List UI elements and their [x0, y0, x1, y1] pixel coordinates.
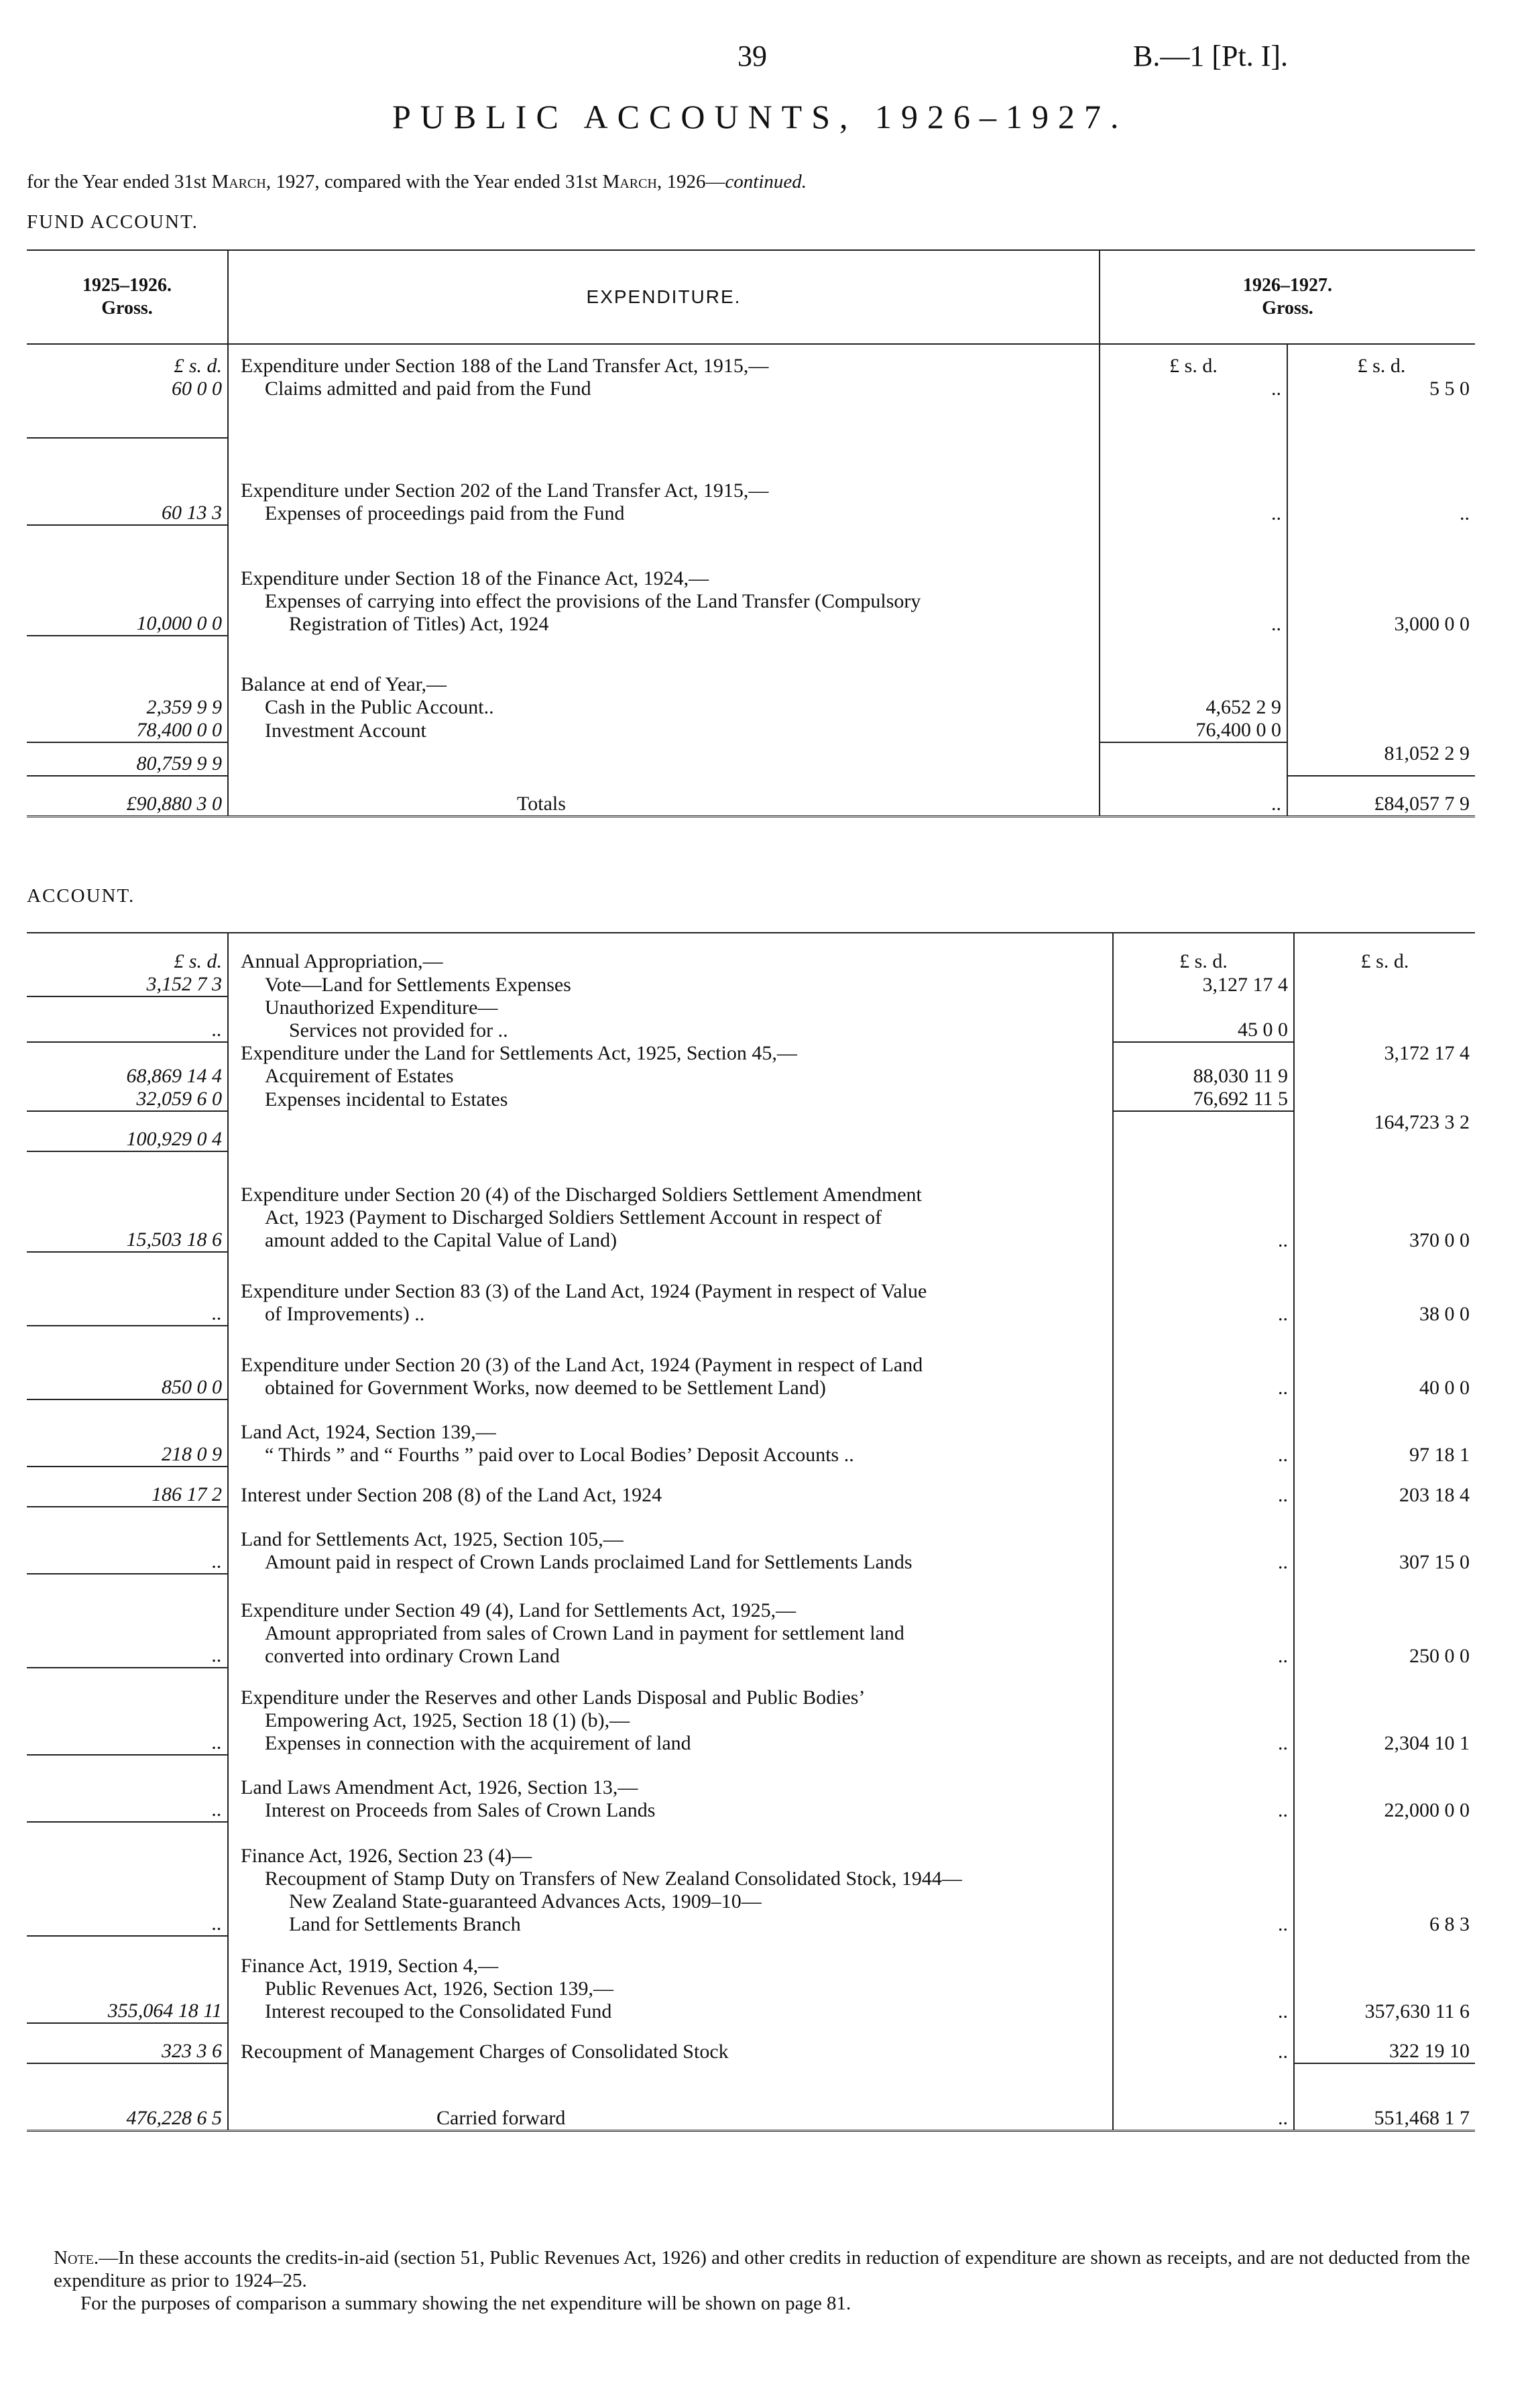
acct-row-6-a2: 250 0 0: [1409, 1645, 1470, 1667]
balance-sub-prev: 80,759 9 9: [27, 742, 228, 776]
acct-row-6-line-0: Expenditure under Section 49 (4), Land for Settlements Act, 1925,—: [241, 1599, 796, 1621]
acct-row-5-line-0: Land for Settlements Act, 1925, Section 105,—: [241, 1528, 624, 1550]
acct-row-10-prev: 355,064 18 11: [27, 1936, 228, 2023]
acct-row-1-a1: ..: [1113, 1252, 1294, 1326]
acct-row-7-line-0: Expenditure under the Reserves and other Lands Disposal and Public Bodies’: [241, 1686, 866, 1709]
acct-row-5-prev: ..: [27, 1507, 228, 1574]
carried-a1: ..: [1113, 2063, 1294, 2130]
acct-row-2-a1: ..: [1113, 1326, 1294, 1399]
acct-row-7-a1: ..: [1113, 1668, 1294, 1755]
fund-row-1-a2: ..: [1460, 502, 1470, 524]
fund-row-0-line2: Claims admitted and paid from the Fund: [265, 378, 591, 400]
note-text-2: For the purposes of comparison a summary showing the net expenditure will be shown on page 81.: [80, 2293, 851, 2314]
balance-cash-prev: 2,359 9 9: [27, 636, 228, 719]
acct-row-5-line-1: Amount paid in respect of Crown Lands proclaimed Land for Settlements Lands: [265, 1551, 912, 1573]
subtitle-pre: for the Year ended 31st: [27, 171, 212, 192]
acct-row-11-a1: ..: [1113, 2023, 1294, 2063]
acct-row-0-line-1: Act, 1923 (Payment to Discharged Soldiers Settlement Account in respect of: [265, 1206, 882, 1228]
unauth-label: Unauthorized Expenditure—: [265, 996, 498, 1019]
carried-prev: 476,228 6 5: [27, 2063, 228, 2130]
acct-row-7-line-2: Expenses in connection with the acquirement of land: [265, 1732, 691, 1754]
fund-row-1-line1: Expenditure under Section 202 of the Land Transfer Act, 1915,—: [241, 479, 769, 502]
services-a1: 45 0 0: [1113, 996, 1294, 1042]
fund-totals-a2: £84,057 7 9: [1287, 776, 1475, 816]
lfs45-sub-a2: 164,723 3 2: [1374, 1111, 1470, 1133]
page-title: PUBLIC ACCOUNTS, 1926–1927.: [392, 98, 1128, 135]
acct-row-3-line-0: Land Act, 1924, Section 139,—: [241, 1421, 496, 1443]
fund-row-2-a1: ..: [1100, 525, 1287, 636]
acct-unit-a1: £ s. d.: [1113, 933, 1294, 973]
fund-row-1-a1: ..: [1100, 438, 1287, 525]
col-header-current: [1100, 250, 1475, 344]
services-prev: ..: [27, 996, 228, 1042]
carried-label: Carried forward: [436, 2106, 566, 2129]
acct-row-6-desc: [228, 1574, 1113, 1668]
footnote: [27, 2246, 1475, 2315]
acct-row-6-prev: ..: [27, 1574, 228, 1668]
acct-row-0-a1: ..: [1113, 1151, 1294, 1252]
acct-row-10-a2: 357,630 11 6: [1364, 2000, 1470, 2022]
appropriation-total-a2: 3,172 17 4: [1384, 1042, 1470, 1064]
vote-label: Vote—Land for Settlements Expenses: [265, 974, 571, 996]
note-label: Note.: [54, 2247, 99, 2269]
col-cur-gross: Gross.: [1262, 298, 1313, 319]
acct-row-1-a2: 38 0 0: [1419, 1303, 1470, 1325]
acct-row-10-desc: [228, 1936, 1113, 2023]
acct-row-3-a2: 97 18 1: [1409, 1444, 1470, 1466]
acct-row-10-line-2: Interest recouped to the Consolidated Fund: [265, 2000, 612, 2022]
acq-prev: 68,869 14 4: [27, 1042, 228, 1088]
fund-row-0-a1: ..: [1100, 378, 1287, 438]
fund-row-2-a2: 3,000 0 0: [1394, 613, 1470, 635]
appropriation-heading: Annual Appropriation,—: [241, 950, 443, 972]
fund-row-2-line2: Expenses of carrying into effect the provisions of the Land Transfer (Compulsory: [265, 590, 921, 612]
acct-row-8-line-1: Interest on Proceeds from Sales of Crown Lands: [265, 1799, 656, 1821]
acct-row-0-line-2: amount added to the Capital Value of Land): [265, 1229, 617, 1251]
acct-row-7-prev: ..: [27, 1668, 228, 1755]
acct-row-11-line-0: Recoupment of Management Charges of Consolidated Stock: [241, 2041, 729, 2063]
balance-cash-a1: 4,652 2 9: [1100, 636, 1287, 719]
vote-a1: 3,127 17 4: [1113, 973, 1294, 996]
carried-a2: 551,468 1 7: [1294, 2063, 1475, 2130]
unit-a1: £ s. d.: [1100, 344, 1287, 378]
acct-row-0-a2: 370 0 0: [1409, 1229, 1470, 1251]
inc-label: Expenses incidental to Estates: [265, 1088, 508, 1110]
acct-row-2-a2: 40 0 0: [1419, 1377, 1470, 1399]
acct-row-1-desc: [228, 1252, 1113, 1326]
fund-totals-prev: £90,880 3 0: [27, 776, 228, 816]
fund-row-0-prev: 60 0 0: [27, 378, 228, 438]
acct-row-0-line-0: Expenditure under Section 20 (4) of the Discharged Soldiers Settlement Amendment: [241, 1184, 922, 1206]
col-prev-gross: Gross.: [101, 298, 153, 319]
inc-a1: 76,692 11 5: [1113, 1088, 1294, 1111]
acct-row-10-a1: ..: [1113, 1936, 1294, 2023]
vote-prev: 3,152 7 3: [27, 973, 228, 996]
document-reference: B.—1 [Pt. I].: [1133, 40, 1288, 72]
fund-row-0-line1: Expenditure under Section 188 of the Land Transfer Act, 1915,—: [241, 355, 769, 377]
acct-row-0-prev: 15,503 18 6: [27, 1151, 228, 1252]
fund-totals-label: Totals: [517, 792, 566, 815]
acct-row-6-line-1: Amount appropriated from sales of Crown Land in payment for settlement land: [265, 1622, 904, 1644]
acct-row-9-a1: ..: [1113, 1822, 1294, 1936]
acct-row-6-line-2: converted into ordinary Crown Land: [265, 1645, 560, 1667]
acct-row-5-desc: [228, 1507, 1113, 1574]
acct-row-7-line-1: Empowering Act, 1925, Section 18 (1) (b),—: [265, 1709, 630, 1731]
acct-row-9-prev: ..: [27, 1822, 228, 1936]
note-text: —In these accounts the credits-in-aid (section 51, Public Revenues Act, 1926) and other credits in reduction of expenditure are shown as receipts, and are not deducted from the expenditure as prior to 1924–25.: [54, 2247, 1470, 2291]
acct-row-6-a1: ..: [1113, 1574, 1294, 1668]
balance-sub-a2: 81,052 2 9: [1384, 742, 1470, 764]
balance-inv-label: Investment Account: [265, 720, 426, 742]
fund-row-0-a2: 5 5 0: [1429, 378, 1470, 400]
unit-a2: £ s. d.: [1357, 355, 1406, 377]
col-prev-year: 1925–1926.: [82, 275, 172, 296]
subtitle-mid: , 1927, compared with the Year ended 31st: [265, 171, 603, 192]
acct-row-8-a1: ..: [1113, 1755, 1294, 1822]
fund-row-1-line2: Expenses of proceedings paid from the Fund: [265, 502, 625, 524]
acct-row-8-a2: 22,000 0 0: [1384, 1799, 1470, 1821]
fund-row-2-prev: 10,000 0 0: [27, 525, 228, 636]
acct-row-4-line-0: Interest under Section 208 (8) of the Land Act, 1924: [241, 1484, 662, 1506]
acct-row-7-desc: [228, 1668, 1113, 1755]
acct-row-9-a2: 6 8 3: [1429, 1913, 1470, 1935]
fund-account-table: [27, 249, 1475, 817]
acct-row-11-a2: 322 19 10: [1389, 2040, 1470, 2062]
acq-label: Acquirement of Estates: [265, 1065, 454, 1087]
acct-row-4-a1: ..: [1113, 1467, 1294, 1507]
acct-row-8-desc: [228, 1755, 1113, 1822]
acct-row-1-line-1: of Improvements) ..: [265, 1303, 425, 1325]
col-header-prev: [27, 250, 228, 344]
balance-inv-prev: 78,400 0 0: [27, 719, 228, 742]
subtitle: [27, 171, 807, 193]
acct-row-8-prev: ..: [27, 1755, 228, 1822]
col-cur-year: 1926–1927.: [1243, 275, 1332, 296]
acct-row-3-line-1: “ Thirds ” and “ Fourths ” paid over to Local Bodies’ Deposit Accounts ..: [265, 1444, 854, 1466]
inc-prev: 32,059 6 0: [27, 1088, 228, 1111]
acct-row-1-line-0: Expenditure under Section 83 (3) of the Land Act, 1924 (Payment in respect of Value: [241, 1280, 927, 1302]
page-number: 39: [737, 40, 767, 72]
acct-row-5-a1: ..: [1113, 1507, 1294, 1574]
acct-unit-prev: £ s. d.: [27, 933, 228, 973]
acct-row-0-desc: [228, 1151, 1113, 1252]
acct-row-9-line-2: New Zealand State-guaranteed Advances Acts, 1909–10—: [289, 1890, 762, 1912]
acct-row-10-line-0: Finance Act, 1919, Section 4,—: [241, 1955, 499, 1977]
fund-account-label: FUND ACCOUNT.: [27, 211, 198, 233]
acct-unit-a2: £ s. d.: [1360, 950, 1409, 972]
acct-row-3-a1: ..: [1113, 1399, 1294, 1467]
balance-cash-label: Cash in the Public Account..: [265, 696, 494, 718]
acct-row-4-a2: 203 18 4: [1399, 1484, 1470, 1506]
subtitle-post: , 1926—: [656, 171, 725, 192]
subtitle-continued: continued.: [725, 171, 807, 192]
acct-row-3-prev: 218 0 9: [27, 1399, 228, 1467]
acct-row-11-desc: [228, 2023, 1113, 2063]
balance-inv-a1: 76,400 0 0: [1100, 719, 1287, 742]
fund-totals-a1: ..: [1100, 776, 1287, 816]
balance-heading: Balance at end of Year,—: [241, 673, 447, 695]
fund-row-1-prev: 60 13 3: [27, 438, 228, 525]
acct-row-2-line-1: obtained for Government Works, now deemed to be Settlement Land): [265, 1377, 826, 1399]
unit-prev: £ s. d.: [27, 344, 228, 378]
fund-row-2-line1: Expenditure under Section 18 of the Finance Act, 1924,—: [241, 567, 709, 589]
acct-row-4-desc: [228, 1467, 1113, 1507]
acct-row-1-prev: ..: [27, 1252, 228, 1326]
fund-row-2-line3: Registration of Titles) Act, 1924: [289, 613, 549, 635]
lfs45-heading: Expenditure under the Land for Settlements Act, 1925, Section 45,—: [241, 1042, 797, 1064]
acct-row-2-prev: 850 0 0: [27, 1326, 228, 1399]
col-header-expenditure: EXPENDITURE.: [228, 250, 1100, 344]
acct-row-9-line-0: Finance Act, 1926, Section 23 (4)—: [241, 1845, 532, 1867]
acct-row-11-prev: 323 3 6: [27, 2023, 228, 2063]
subtitle-month-2: March: [602, 171, 657, 192]
acct-row-9-line-1: Recoupment of Stamp Duty on Transfers of New Zealand Consolidated Stock, 1944—: [265, 1868, 962, 1890]
acct-row-8-line-0: Land Laws Amendment Act, 1926, Section 13,—: [241, 1776, 638, 1798]
acct-row-3-desc: [228, 1399, 1113, 1467]
acq-a1: 88,030 11 9: [1113, 1042, 1294, 1088]
acct-row-9-desc: [228, 1822, 1113, 1936]
acct-row-7-a2: 2,304 10 1: [1384, 1732, 1470, 1754]
account-table: [27, 932, 1475, 2132]
subtitle-month-1: March: [211, 171, 266, 192]
lfs45-sub-prev: 100,929 0 4: [27, 1111, 228, 1151]
acct-row-2-desc: [228, 1326, 1113, 1399]
acct-row-9-line-3: Land for Settlements Branch: [289, 1913, 521, 1935]
acct-row-5-a2: 307 15 0: [1399, 1551, 1470, 1573]
services-label: Services not provided for ..: [289, 1019, 508, 1041]
acct-row-10-line-1: Public Revenues Act, 1926, Section 139,—: [265, 1977, 613, 2000]
account-label: ACCOUNT.: [27, 885, 135, 907]
acct-row-2-line-0: Expenditure under Section 20 (3) of the Land Act, 1924 (Payment in respect of Land: [241, 1354, 923, 1376]
acct-row-4-prev: 186 17 2: [27, 1467, 228, 1507]
